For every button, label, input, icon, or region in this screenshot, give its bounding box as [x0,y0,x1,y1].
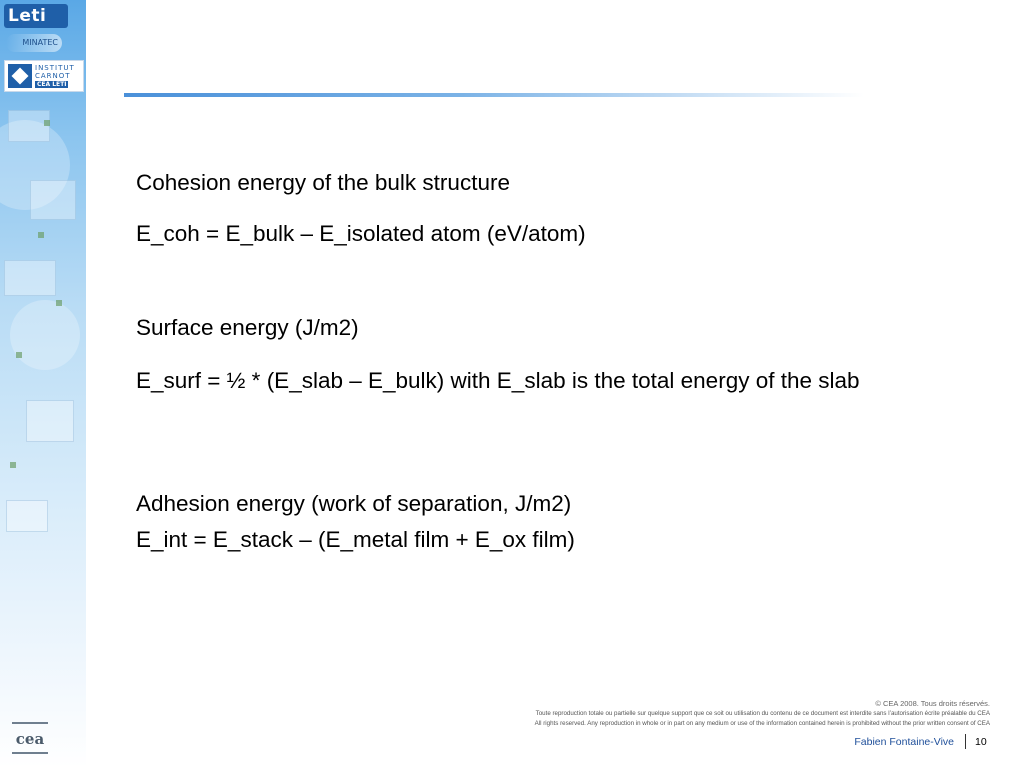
cea-logo-text: cea [15,730,45,748]
sidebar-decoration [16,352,22,358]
institut-carnot-logo [4,60,84,92]
carnot-logo-line: INSTITUT [35,64,75,72]
legal-text-fr: Toute reproduction totale ou partielle sur quelque support que ce soit ou utilisation du contenu de ce document est interdite sans l’autorisation écrite préalable du CEA [535,710,990,717]
cea-logo [12,722,48,758]
cea-logo-bar [12,752,48,754]
sidebar-decoration [10,300,80,370]
cohesion-energy-heading: Cohesion energy of the bulk structure [136,170,510,195]
carnot-mark-icon [8,64,32,88]
page-number: 10 [975,736,987,748]
sidebar-decoration [8,110,50,142]
legal-text-en: All rights reserved. Any reproduction in whole or in part on any medium or use of the information contained herein is prohibited without the prior written consent of CEA [534,720,990,727]
carnot-logo-line: CEA LETI [37,81,67,88]
author-name: Fabien Fontaine-Vive [854,736,954,748]
sidebar-decoration [44,120,50,126]
adhesion-energy-heading: Adhesion energy (work of separation, J/m2) [136,491,572,516]
sidebar-decoration [10,462,16,468]
title-divider [124,93,864,97]
copyright-text: © CEA 2008. Tous droits réservés. [875,699,990,708]
minatec-logo: MINATEC [6,34,62,52]
sidebar-decoration [26,400,74,442]
adhesion-energy-equation: E_int = E_stack – (E_metal film + E_ox film) [136,527,575,552]
cea-logo-bar [12,722,48,724]
sidebar-decoration [30,180,76,220]
decorative-sidebar [0,0,86,768]
cohesion-energy-equation: E_coh = E_bulk – E_isolated atom (eV/atom) [136,221,586,246]
surface-energy-equation: E_surf = ½ * (E_slab – E_bulk) with E_slab is the total energy of the slab [136,368,860,393]
carnot-logo-line: CARNOT [35,72,71,80]
sidebar-decoration [56,300,62,306]
footer-divider [965,734,966,749]
leti-logo: Leti [4,4,68,28]
sidebar-decoration [38,232,44,238]
sidebar-decoration [6,500,48,532]
surface-energy-heading: Surface energy (J/m2) [136,315,359,340]
legal-notice [430,699,990,729]
sidebar-decoration [4,260,56,296]
